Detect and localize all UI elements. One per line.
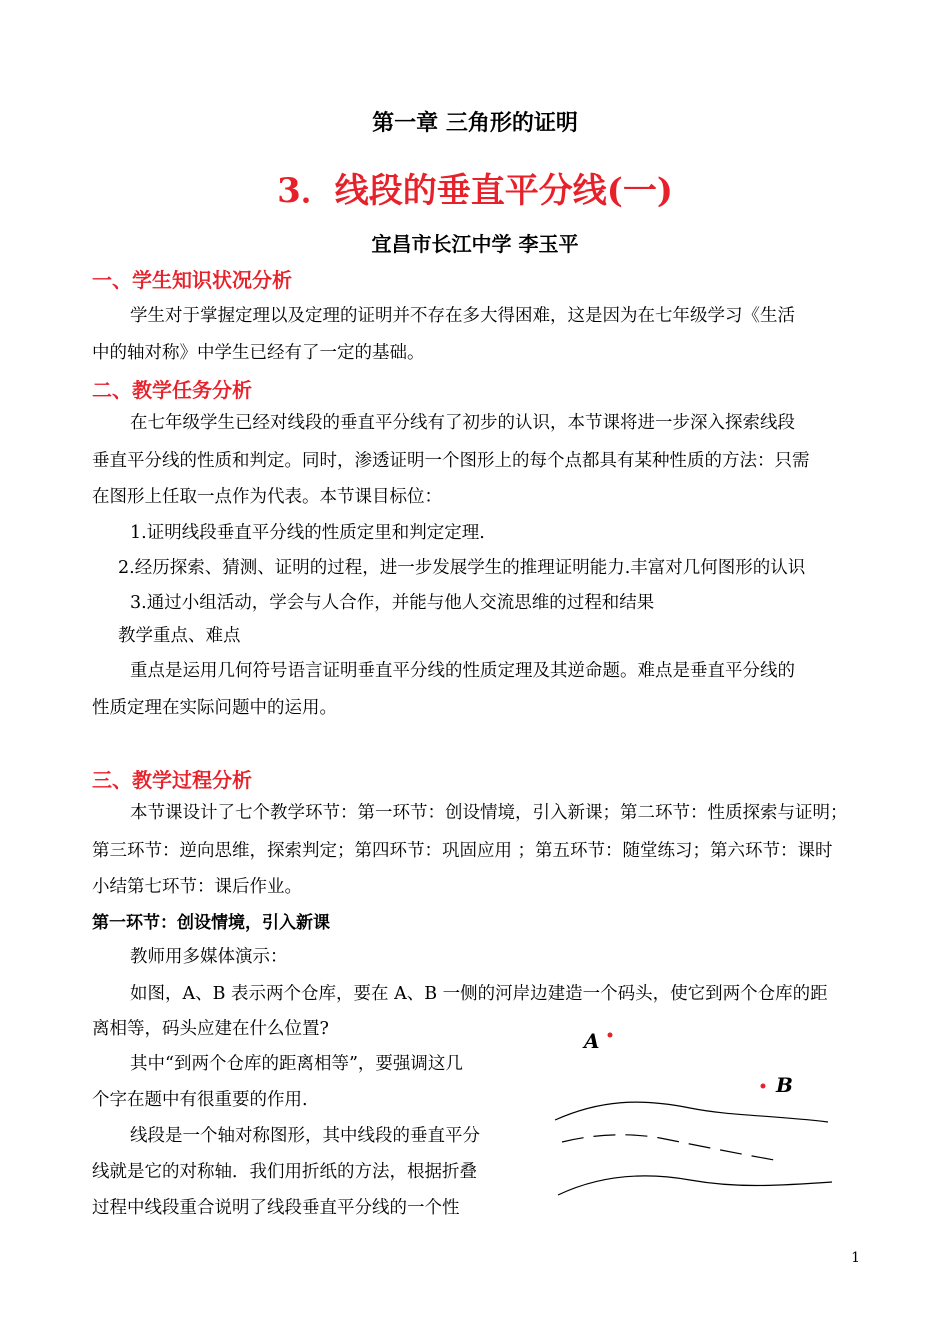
paragraph-line: 中的轴对称》中学生已经有了一定的基础。 bbox=[92, 343, 425, 363]
subheading-key-points: 教学重点、难点 bbox=[118, 626, 241, 646]
paragraph-line: 在七年级学生已经对线段的垂直平分线有了初步的认识，本节课将进一步深入探索线段 bbox=[130, 413, 795, 433]
river-center-dashed-line bbox=[562, 1135, 780, 1161]
paragraph-line: 其中“到两个仓库的距离相等”，要强调这几 bbox=[130, 1054, 463, 1074]
paragraph-line: 小结第七环节：课后作业。 bbox=[92, 877, 302, 897]
paragraph-line: 如图，A、B 表示两个仓库，要在 A、B 一侧的河岸边建造一个码头，使它到两个仓库的距 bbox=[130, 984, 828, 1004]
author-line: 宜昌市长江中学 李玉平 bbox=[371, 232, 579, 256]
point-a-dot bbox=[608, 1033, 613, 1038]
paragraph-line: 重点是运用几何符号语言证明垂直平分线的性质定理及其逆命题。难点是垂直平分线的 bbox=[130, 661, 795, 681]
paragraph-line: 第三环节：逆向思维，探索判定；第四环节：巩固应用 ；第五环节：随堂练习；第六环节：课时 bbox=[92, 841, 833, 861]
goal-item-2: 2.经历探索、猜测、证明的过程，进一步发展学生的推理证明能力.丰富对几何图形的认识 bbox=[118, 558, 806, 578]
point-b-dot bbox=[761, 1084, 766, 1089]
point-b-label: B bbox=[776, 1073, 793, 1097]
river-bank-lower bbox=[558, 1176, 832, 1195]
step1-heading: 第一环节：创设情境，引入新课 bbox=[92, 913, 330, 933]
page-number: 1 bbox=[851, 1250, 860, 1266]
chapter-title: 第一章 三角形的证明 bbox=[372, 110, 578, 136]
paragraph-line: 离相等，码头应建在什么位置? bbox=[92, 1019, 329, 1039]
lesson-title: 3．线段的垂直平分线(一) bbox=[277, 171, 673, 211]
section-heading-2: 二、教学任务分析 bbox=[92, 378, 252, 402]
paragraph-line: 垂直平分线的性质和判定。同时，渗透证明一个图形上的每个点都具有某种性质的方法：只需 bbox=[92, 451, 810, 471]
paragraph-line: 线就是它的对称轴．我们用折纸的方法，根据折叠 bbox=[92, 1162, 477, 1182]
paragraph-line: 学生对于掌握定理以及定理的证明并不存在多大得困难，这是因为在七年级学习《生活 bbox=[130, 306, 795, 326]
point-a-label: A bbox=[584, 1029, 600, 1053]
paragraph-line: 本节课设计了七个教学环节：第一环节：创设情境，引入新课；第二环节：性质探索与证明； bbox=[130, 803, 848, 823]
paragraph-line: 个字在题中有很重要的作用. bbox=[92, 1090, 308, 1110]
paragraph-line: 教师用多媒体演示： bbox=[130, 947, 288, 967]
paragraph-line: 过程中线段重合说明了线段垂直平分线的一个性 bbox=[92, 1198, 460, 1218]
paragraph-line: 线段是一个轴对称图形，其中线段的垂直平分 bbox=[130, 1126, 480, 1146]
river-warehouse-figure bbox=[550, 1020, 840, 1210]
section-heading-1: 一、学生知识状况分析 bbox=[92, 268, 292, 292]
section-heading-3: 三、教学过程分析 bbox=[92, 768, 252, 792]
river-bank-upper bbox=[555, 1102, 828, 1122]
paragraph-line: 性质定理在实际问题中的运用。 bbox=[92, 698, 337, 718]
paragraph-line: 在图形上任取一点作为代表。本节课目标位： bbox=[92, 487, 442, 507]
goal-item-3: 3.通过小组活动，学会与人合作，并能与他人交流思维的过程和结果 bbox=[130, 593, 655, 613]
goal-item-1: 1.证明线段垂直平分线的性质定里和判定定理. bbox=[130, 523, 485, 543]
